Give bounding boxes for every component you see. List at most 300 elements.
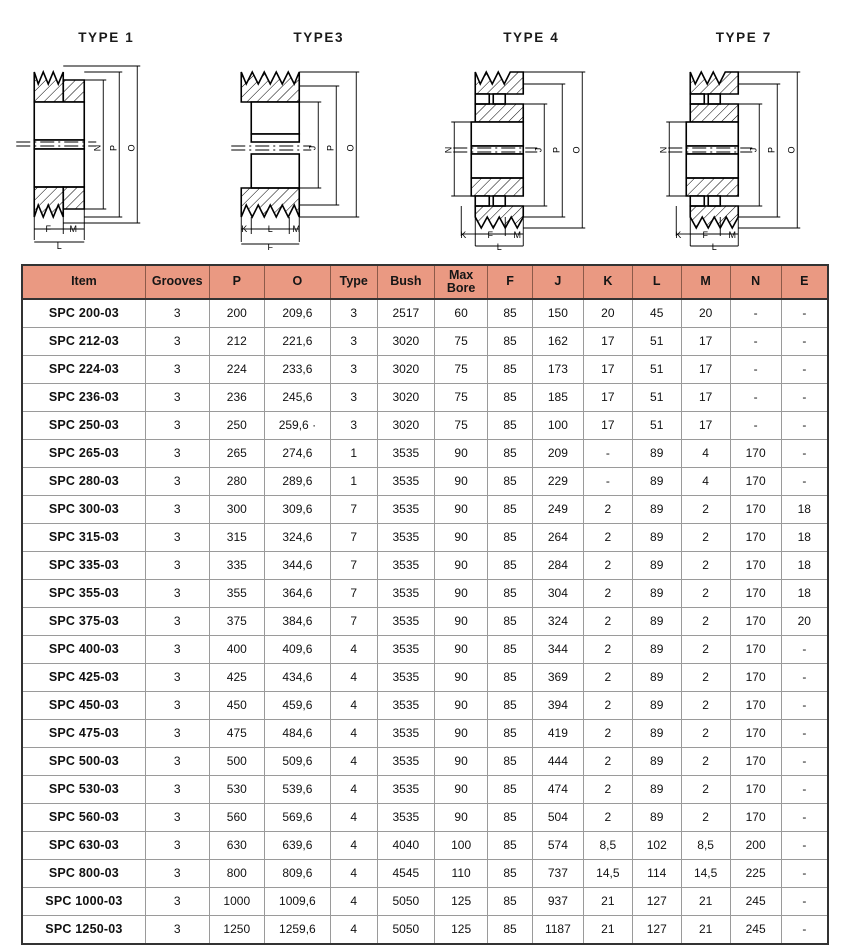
cell-bush: 3535	[377, 552, 434, 580]
cell-max-bore: 75	[435, 328, 488, 356]
cell-n: 170	[730, 608, 781, 636]
cell-f: 85	[488, 832, 533, 860]
cell-p: 265	[209, 440, 264, 468]
cell-type: 7	[330, 524, 377, 552]
diagram-type-7-label-j: J	[748, 148, 758, 153]
diagram-type-1-drawing	[0, 50, 213, 250]
cell-j: 284	[532, 552, 583, 580]
cell-item: SPC 280-03	[22, 468, 145, 496]
cell-l: 89	[632, 496, 681, 524]
cell-l: 102	[632, 832, 681, 860]
cell-j: 419	[532, 720, 583, 748]
cell-grooves: 3	[145, 496, 209, 524]
cell-k: 17	[583, 384, 632, 412]
cell-o: 324,6	[264, 524, 330, 552]
cell-k: 17	[583, 328, 632, 356]
cell-type: 4	[330, 776, 377, 804]
diagram-type-3-drawing	[213, 50, 426, 250]
cell-bush: 3535	[377, 776, 434, 804]
diagram-type-7-label-m: M	[728, 230, 736, 240]
cell-grooves: 3	[145, 720, 209, 748]
cell-l: 89	[632, 776, 681, 804]
cell-f: 85	[488, 496, 533, 524]
cell-item: SPC 236-03	[22, 384, 145, 412]
cell-item: SPC 375-03	[22, 608, 145, 636]
cell-k: 17	[583, 412, 632, 440]
cell-p: 530	[209, 776, 264, 804]
cell-l: 51	[632, 384, 681, 412]
header-k: K	[583, 265, 632, 299]
cell-j: 264	[532, 524, 583, 552]
cell-o: 1259,6	[264, 916, 330, 945]
cell-e: -	[781, 720, 828, 748]
cell-l: 89	[632, 692, 681, 720]
cell-n: -	[730, 412, 781, 440]
cell-k: 2	[583, 692, 632, 720]
diagram-type-3-label-f: F	[267, 242, 273, 250]
cell-grooves: 3	[145, 524, 209, 552]
diagram-type-1-label-n: N	[92, 145, 102, 152]
header-m: M	[681, 265, 730, 299]
cell-k: 2	[583, 720, 632, 748]
cell-f: 85	[488, 916, 533, 945]
cell-n: 170	[730, 468, 781, 496]
table-row	[22, 608, 828, 636]
cell-type: 3	[330, 412, 377, 440]
cell-j: 474	[532, 776, 583, 804]
cell-e: -	[781, 356, 828, 384]
cell-grooves: 3	[145, 888, 209, 916]
cell-f: 85	[488, 580, 533, 608]
cell-p: 1250	[209, 916, 264, 945]
cell-o: 639,6	[264, 832, 330, 860]
diagram-type-7	[638, 0, 850, 258]
cell-f: 85	[488, 412, 533, 440]
diagram-type-1-label-m: M	[70, 224, 78, 234]
cell-e: -	[781, 384, 828, 412]
cell-p: 335	[209, 552, 264, 580]
cell-j: 209	[532, 440, 583, 468]
cell-max-bore: 90	[435, 720, 488, 748]
cell-k: 14,5	[583, 860, 632, 888]
cell-l: 89	[632, 720, 681, 748]
cell-grooves: 3	[145, 776, 209, 804]
cell-m: 2	[681, 720, 730, 748]
table-row	[22, 468, 828, 496]
cell-k: 2	[583, 496, 632, 524]
cell-o: 209,6	[264, 299, 330, 328]
cell-max-bore: 90	[435, 748, 488, 776]
cell-l: 89	[632, 552, 681, 580]
cell-grooves: 3	[145, 580, 209, 608]
cell-j: 1187	[532, 916, 583, 945]
cell-p: 250	[209, 412, 264, 440]
cell-k: 21	[583, 916, 632, 945]
cell-f: 85	[488, 356, 533, 384]
cell-m: 2	[681, 748, 730, 776]
cell-grooves: 3	[145, 664, 209, 692]
cell-item: SPC 800-03	[22, 860, 145, 888]
cell-bush: 2517	[377, 299, 434, 328]
table-row	[22, 636, 828, 664]
cell-m: 20	[681, 299, 730, 328]
cell-max-bore: 110	[435, 860, 488, 888]
table-row	[22, 664, 828, 692]
cell-o: 245,6	[264, 384, 330, 412]
cell-l: 89	[632, 636, 681, 664]
cell-grooves: 3	[145, 636, 209, 664]
spec-table	[21, 264, 829, 945]
cell-k: 2	[583, 748, 632, 776]
cell-j: 324	[532, 608, 583, 636]
cell-e: -	[781, 832, 828, 860]
cell-o: 364,6	[264, 580, 330, 608]
cell-max-bore: 60	[435, 299, 488, 328]
cell-p: 425	[209, 664, 264, 692]
cell-o: 259,6 ·	[264, 412, 330, 440]
cell-o: 274,6	[264, 440, 330, 468]
table-row	[22, 299, 828, 328]
cell-max-bore: 90	[435, 692, 488, 720]
header-j: J	[532, 265, 583, 299]
cell-grooves: 3	[145, 440, 209, 468]
table-row	[22, 748, 828, 776]
cell-f: 85	[488, 328, 533, 356]
diagram-type-3-label-j: J	[307, 146, 317, 151]
diagram-type-4	[425, 0, 638, 258]
cell-e: -	[781, 468, 828, 496]
cell-max-bore: 90	[435, 440, 488, 468]
diagram-type-4-label-n: N	[443, 147, 453, 154]
cell-type: 4	[330, 748, 377, 776]
cell-max-bore: 90	[435, 776, 488, 804]
diagram-type-4-label-k: K	[460, 230, 466, 240]
cell-o: 484,6	[264, 720, 330, 748]
cell-item: SPC 300-03	[22, 496, 145, 524]
cell-m: 21	[681, 916, 730, 945]
cell-k: -	[583, 440, 632, 468]
cell-o: 409,6	[264, 636, 330, 664]
diagram-type-4-label-j: J	[533, 148, 543, 153]
cell-bush: 3535	[377, 580, 434, 608]
cell-j: 937	[532, 888, 583, 916]
diagram-type-3-label-p: P	[325, 145, 335, 151]
cell-m: 2	[681, 608, 730, 636]
cell-grooves: 3	[145, 608, 209, 636]
table-row	[22, 524, 828, 552]
cell-f: 85	[488, 860, 533, 888]
diagram-type-4-label-f: F	[488, 230, 494, 240]
cell-j: 369	[532, 664, 583, 692]
table-row	[22, 776, 828, 804]
cell-n: -	[730, 299, 781, 328]
cell-e: -	[781, 888, 828, 916]
header-bush: Bush	[377, 265, 434, 299]
cell-m: 14,5	[681, 860, 730, 888]
table-row	[22, 552, 828, 580]
cell-j: 304	[532, 580, 583, 608]
cell-k: 2	[583, 552, 632, 580]
cell-p: 212	[209, 328, 264, 356]
header-row	[22, 265, 828, 299]
diagram-type-4-label-p: P	[551, 147, 561, 153]
header-o: O	[264, 265, 330, 299]
cell-j: 185	[532, 384, 583, 412]
cell-item: SPC 1250-03	[22, 916, 145, 945]
cell-grooves: 3	[145, 412, 209, 440]
cell-e: -	[781, 748, 828, 776]
diagram-type-7-label-l: L	[711, 242, 716, 250]
cell-m: 2	[681, 664, 730, 692]
cell-item: SPC 265-03	[22, 440, 145, 468]
table-row	[22, 496, 828, 524]
cell-k: 2	[583, 524, 632, 552]
cell-type: 4	[330, 832, 377, 860]
cell-grooves: 3	[145, 356, 209, 384]
cell-m: 2	[681, 804, 730, 832]
cell-bush: 3535	[377, 496, 434, 524]
diagram-type-1-label-p: P	[108, 145, 118, 151]
cell-max-bore: 75	[435, 412, 488, 440]
cell-m: 2	[681, 692, 730, 720]
cell-grooves: 3	[145, 804, 209, 832]
cell-o: 434,6	[264, 664, 330, 692]
cell-n: 170	[730, 664, 781, 692]
cell-m: 2	[681, 496, 730, 524]
cell-item: SPC 500-03	[22, 748, 145, 776]
cell-bush: 3535	[377, 720, 434, 748]
cell-n: 170	[730, 776, 781, 804]
cell-p: 475	[209, 720, 264, 748]
cell-bush: 3535	[377, 636, 434, 664]
cell-f: 85	[488, 720, 533, 748]
cell-p: 500	[209, 748, 264, 776]
cell-e: -	[781, 860, 828, 888]
diagram-type-7-drawing	[638, 50, 850, 250]
cell-bush: 3535	[377, 692, 434, 720]
cell-type: 4	[330, 692, 377, 720]
spec-table-head	[22, 265, 828, 299]
cell-n: 245	[730, 916, 781, 945]
table-row	[22, 720, 828, 748]
cell-l: 89	[632, 580, 681, 608]
cell-item: SPC 530-03	[22, 776, 145, 804]
cell-type: 4	[330, 860, 377, 888]
cell-l: 114	[632, 860, 681, 888]
diagram-type-3-label-k: K	[241, 224, 247, 234]
cell-type: 4	[330, 888, 377, 916]
cell-f: 85	[488, 748, 533, 776]
cell-e: -	[781, 916, 828, 945]
cell-type: 1	[330, 440, 377, 468]
cell-e: -	[781, 636, 828, 664]
cell-max-bore: 75	[435, 356, 488, 384]
cell-max-bore: 125	[435, 888, 488, 916]
cell-n: -	[730, 328, 781, 356]
cell-n: 170	[730, 552, 781, 580]
cell-k: 2	[583, 776, 632, 804]
cell-l: 89	[632, 664, 681, 692]
cell-max-bore: 90	[435, 580, 488, 608]
cell-grooves: 3	[145, 832, 209, 860]
table-row	[22, 860, 828, 888]
cell-j: 229	[532, 468, 583, 496]
cell-type: 4	[330, 804, 377, 832]
cell-j: 162	[532, 328, 583, 356]
cell-o: 344,6	[264, 552, 330, 580]
cell-f: 85	[488, 776, 533, 804]
cell-n: -	[730, 384, 781, 412]
cell-j: 150	[532, 299, 583, 328]
cell-k: 2	[583, 608, 632, 636]
cell-bush: 3020	[377, 384, 434, 412]
cell-l: 51	[632, 412, 681, 440]
cell-n: 200	[730, 832, 781, 860]
cell-f: 85	[488, 636, 533, 664]
cell-j: 444	[532, 748, 583, 776]
diagram-type-7-title: TYPE 7	[638, 30, 850, 45]
cell-max-bore: 90	[435, 608, 488, 636]
cell-n: -	[730, 356, 781, 384]
cell-f: 85	[488, 664, 533, 692]
cell-e: -	[781, 412, 828, 440]
cell-m: 8,5	[681, 832, 730, 860]
header-e: E	[781, 265, 828, 299]
table-row	[22, 440, 828, 468]
cell-max-bore: 90	[435, 804, 488, 832]
cell-item: SPC 315-03	[22, 524, 145, 552]
diagram-type-3-title: TYPE3	[213, 30, 426, 45]
header-item: Item	[22, 265, 145, 299]
diagram-type-3-label-l: L	[267, 224, 272, 234]
cell-grooves: 3	[145, 468, 209, 496]
cell-n: 170	[730, 720, 781, 748]
cell-p: 224	[209, 356, 264, 384]
cell-o: 289,6	[264, 468, 330, 496]
cell-j: 504	[532, 804, 583, 832]
cell-k: 8,5	[583, 832, 632, 860]
cell-o: 221,6	[264, 328, 330, 356]
cell-n: 245	[730, 888, 781, 916]
cell-o: 309,6	[264, 496, 330, 524]
cell-m: 21	[681, 888, 730, 916]
cell-j: 394	[532, 692, 583, 720]
cell-type: 1	[330, 468, 377, 496]
cell-max-bore: 90	[435, 664, 488, 692]
diagram-strip	[0, 0, 850, 258]
header-n: N	[730, 265, 781, 299]
cell-l: 51	[632, 356, 681, 384]
cell-p: 315	[209, 524, 264, 552]
cell-l: 89	[632, 804, 681, 832]
cell-type: 4	[330, 664, 377, 692]
cell-e: -	[781, 299, 828, 328]
cell-item: SPC 224-03	[22, 356, 145, 384]
diagram-type-7-label-p: P	[766, 147, 776, 153]
cell-type: 3	[330, 356, 377, 384]
table-row	[22, 356, 828, 384]
cell-j: 574	[532, 832, 583, 860]
table-row	[22, 916, 828, 945]
cell-p: 560	[209, 804, 264, 832]
header-p: P	[209, 265, 264, 299]
cell-type: 7	[330, 552, 377, 580]
cell-m: 2	[681, 776, 730, 804]
header-type: Type	[330, 265, 377, 299]
diagram-type-1-label-o: O	[126, 144, 136, 151]
cell-item: SPC 630-03	[22, 832, 145, 860]
header-l: L	[632, 265, 681, 299]
cell-j: 344	[532, 636, 583, 664]
cell-type: 3	[330, 299, 377, 328]
cell-m: 2	[681, 580, 730, 608]
cell-p: 1000	[209, 888, 264, 916]
cell-e: -	[781, 664, 828, 692]
cell-item: SPC 250-03	[22, 412, 145, 440]
cell-grooves: 3	[145, 748, 209, 776]
cell-o: 233,6	[264, 356, 330, 384]
diagram-type-4-label-l: L	[497, 242, 502, 250]
cell-m: 2	[681, 524, 730, 552]
cell-p: 236	[209, 384, 264, 412]
cell-l: 89	[632, 524, 681, 552]
cell-o: 539,6	[264, 776, 330, 804]
cell-grooves: 3	[145, 860, 209, 888]
cell-k: 21	[583, 888, 632, 916]
cell-e: 18	[781, 552, 828, 580]
cell-item: SPC 200-03	[22, 299, 145, 328]
cell-n: 170	[730, 636, 781, 664]
diagram-type-3-label-m: M	[292, 224, 300, 234]
cell-type: 4	[330, 636, 377, 664]
diagram-type-4-drawing	[425, 50, 638, 250]
diagram-type-4-label-m: M	[514, 230, 522, 240]
diagram-type-1-label-l: L	[57, 241, 62, 250]
table-row	[22, 692, 828, 720]
cell-max-bore: 125	[435, 916, 488, 945]
cell-type: 4	[330, 916, 377, 945]
diagram-type-1-title: TYPE 1	[0, 30, 213, 45]
cell-item: SPC 475-03	[22, 720, 145, 748]
cell-item: SPC 355-03	[22, 580, 145, 608]
cell-p: 200	[209, 299, 264, 328]
cell-f: 85	[488, 468, 533, 496]
cell-item: SPC 400-03	[22, 636, 145, 664]
diagram-type-3	[213, 0, 426, 258]
cell-bush: 3535	[377, 804, 434, 832]
cell-m: 4	[681, 468, 730, 496]
cell-item: SPC 425-03	[22, 664, 145, 692]
diagram-type-7-label-o: O	[786, 146, 796, 153]
cell-p: 280	[209, 468, 264, 496]
cell-max-bore: 90	[435, 636, 488, 664]
table-row	[22, 384, 828, 412]
cell-n: 170	[730, 580, 781, 608]
cell-n: 170	[730, 496, 781, 524]
cell-type: 3	[330, 384, 377, 412]
cell-l: 89	[632, 608, 681, 636]
cell-o: 459,6	[264, 692, 330, 720]
cell-p: 450	[209, 692, 264, 720]
cell-j: 737	[532, 860, 583, 888]
cell-l: 127	[632, 888, 681, 916]
cell-bush: 3535	[377, 468, 434, 496]
table-row	[22, 412, 828, 440]
cell-grooves: 3	[145, 692, 209, 720]
cell-e: 18	[781, 496, 828, 524]
diagram-type-1	[0, 0, 213, 258]
cell-m: 2	[681, 552, 730, 580]
